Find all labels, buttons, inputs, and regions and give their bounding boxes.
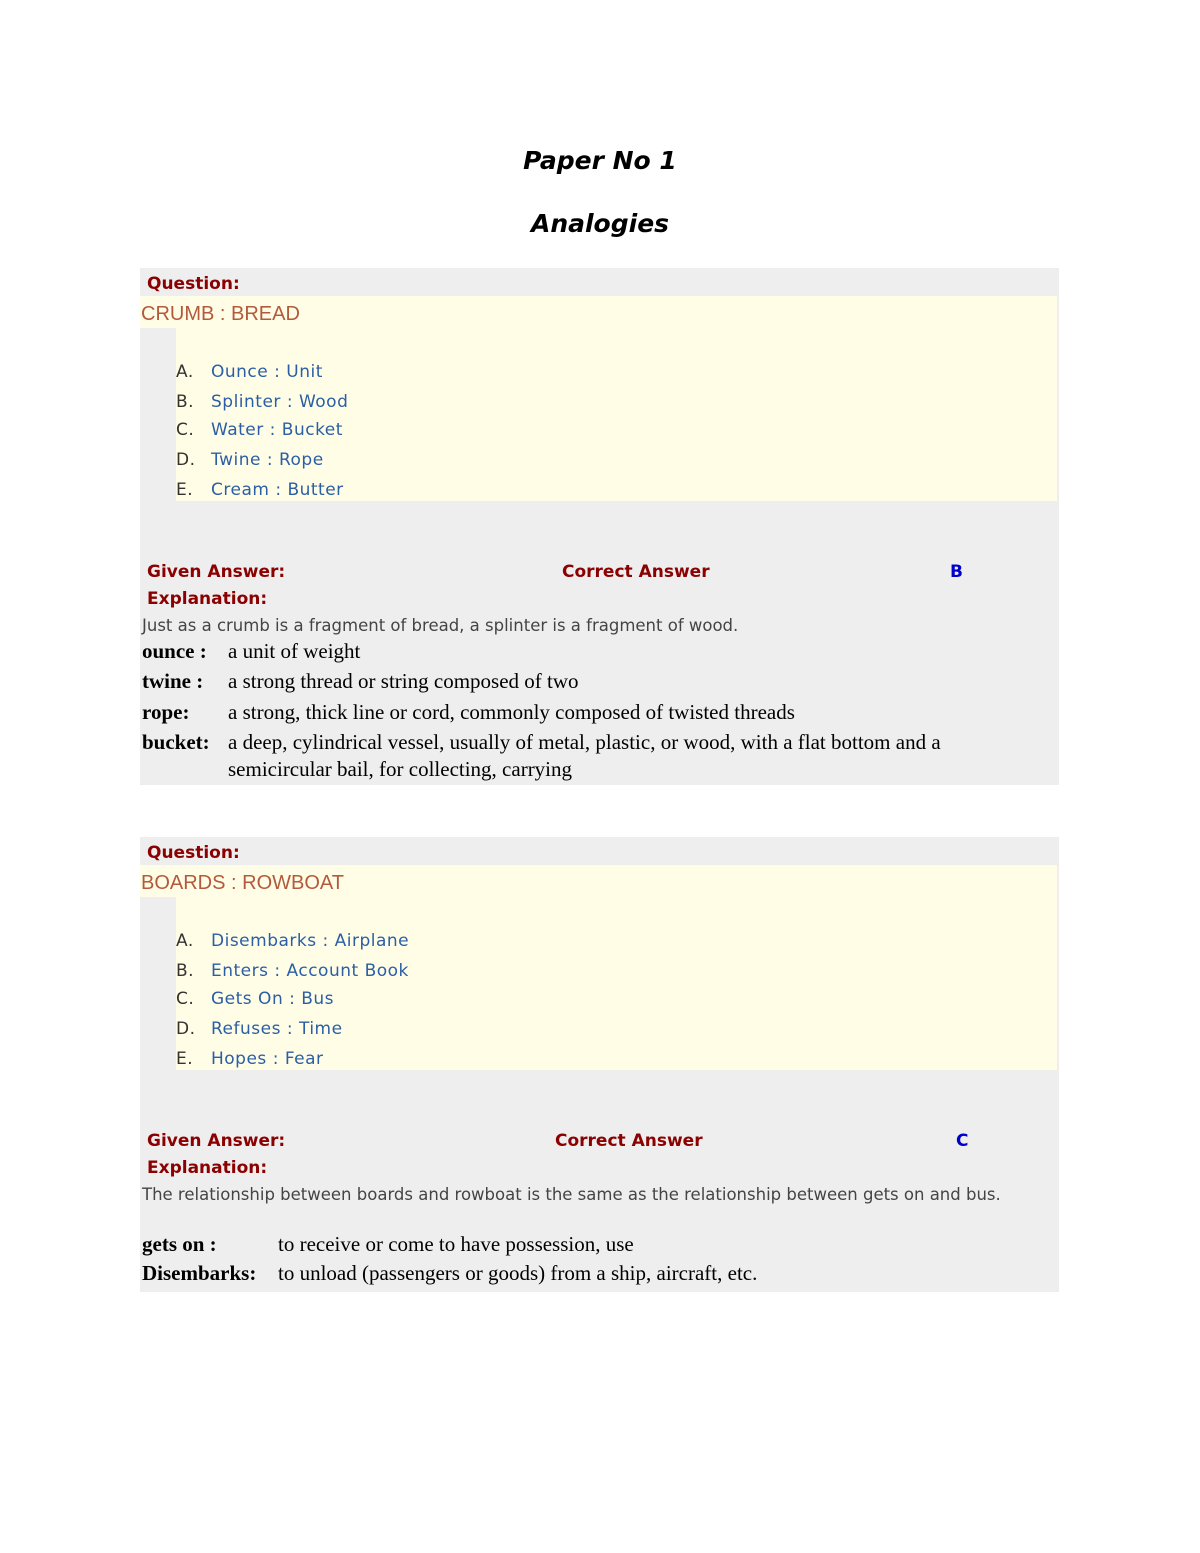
option-a[interactable]: A. Ounce : Unit xyxy=(176,362,323,382)
option-b[interactable]: B. Enters : Account Book xyxy=(176,961,409,981)
correct-answer-value: C xyxy=(956,1131,969,1151)
definition-meaning: a strong, thick line or cord, commonly composed of twisted threads xyxy=(228,700,795,724)
definition-term: rope: xyxy=(142,700,190,724)
section-title: Analogies xyxy=(530,209,670,238)
definition-meaning: a unit of weight xyxy=(228,639,361,663)
correct-answer-value: B xyxy=(950,562,963,582)
question-label: Question: xyxy=(147,274,240,294)
definition-meaning: to unload (passengers or goods) from a ship, aircraft, etc. xyxy=(278,1261,758,1285)
explanation-label: Explanation: xyxy=(147,589,268,609)
option-d[interactable]: D. Twine : Rope xyxy=(176,450,324,470)
definition-term: gets on : xyxy=(142,1232,217,1256)
definition-meaning: to receive or come to have possession, use xyxy=(278,1232,634,1256)
explanation-text: The relationship between boards and rowboat is the same as the relationship between gets on and bus. xyxy=(142,1185,1001,1204)
explanation-text: Just as a crumb is a fragment of bread, a splinter is a fragment of wood. xyxy=(142,616,739,635)
question-label: Question: xyxy=(147,843,240,863)
definition-term: Disembarks: xyxy=(142,1261,257,1285)
given-answer-label: Given Answer: xyxy=(147,562,286,582)
definition-term: ounce : xyxy=(142,639,207,663)
correct-answer-label: Correct Answer xyxy=(555,1131,703,1151)
options-highlight xyxy=(176,328,1057,501)
question-block-1 xyxy=(140,268,1059,785)
paper-title: Paper No 1 xyxy=(523,146,677,175)
option-d[interactable]: D. Refuses : Time xyxy=(176,1019,343,1039)
option-b[interactable]: B. Splinter : Wood xyxy=(176,392,349,412)
question-stem: BOARDS : ROWBOAT xyxy=(141,872,344,894)
correct-answer-label: Correct Answer xyxy=(562,562,710,582)
option-c[interactable]: C. Gets On : Bus xyxy=(176,989,335,1009)
option-e[interactable]: E. Cream : Butter xyxy=(176,480,344,500)
definition-term: bucket: xyxy=(142,730,210,754)
definition-term: twine : xyxy=(142,669,204,693)
option-e[interactable]: E. Hopes : Fear xyxy=(176,1049,324,1069)
given-answer-label: Given Answer: xyxy=(147,1131,286,1151)
options-highlight xyxy=(176,897,1057,1070)
question-block-2 xyxy=(140,837,1059,1292)
definition-meaning: a deep, cylindrical vessel, usually of metal, plastic, or wood, with a flat bottom and a semicircular bail, for collecting, carrying xyxy=(228,730,941,781)
option-a[interactable]: A. Disembarks : Airplane xyxy=(176,931,410,951)
question-stem: CRUMB : BREAD xyxy=(141,303,300,325)
option-c[interactable]: C. Water : Bucket xyxy=(176,420,343,440)
definition-meaning: a strong thread or string composed of two xyxy=(228,669,579,693)
explanation-label: Explanation: xyxy=(147,1158,268,1178)
